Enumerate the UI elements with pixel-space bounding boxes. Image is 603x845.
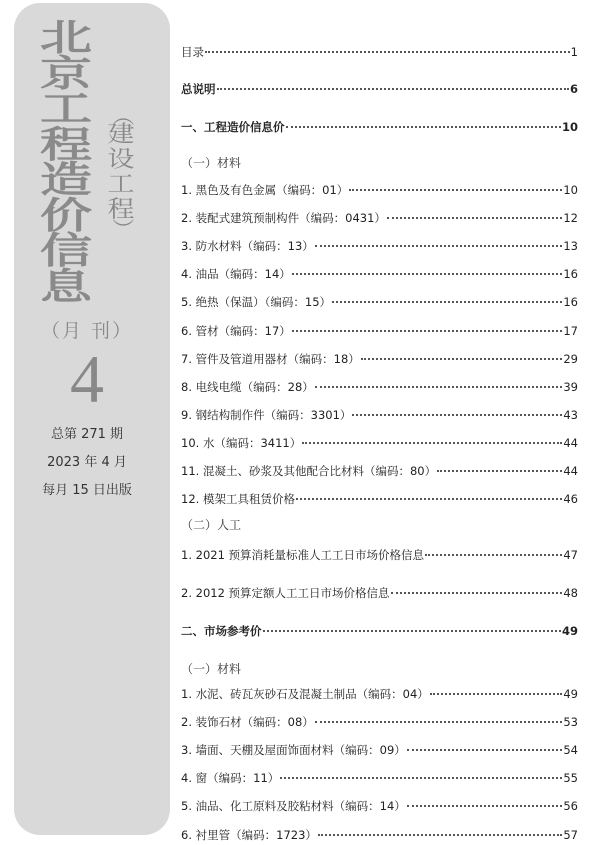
toc-entry-label: 1. 水泥、砖瓦灰砂石及混凝土制品（编码：04） bbox=[181, 687, 429, 701]
publish-schedule: 每月 15 日出版 bbox=[42, 483, 132, 498]
toc-entry-label: 2. 装配式建筑预制构件（编码：0431） bbox=[181, 211, 386, 225]
toc-entry-label: 二、市场参考价 bbox=[181, 624, 262, 638]
toc-entry-label: 9. 钢结构制作件（编码：3301） bbox=[181, 408, 352, 422]
subtitle-char: 建 bbox=[107, 121, 135, 148]
dot-leader bbox=[318, 834, 562, 836]
toc-page-number: 54 bbox=[563, 743, 578, 757]
toc-entry[interactable] bbox=[181, 742, 578, 758]
toc-entry-label: 6. 衬里管（编码：1723） bbox=[181, 828, 317, 842]
toc-entry[interactable] bbox=[181, 623, 578, 639]
toc-entry[interactable] bbox=[181, 238, 578, 254]
toc-page-number: 29 bbox=[563, 352, 578, 366]
total-issue: 总第 271 期 bbox=[50, 427, 124, 442]
title-char: 程 bbox=[39, 122, 92, 166]
dot-leader bbox=[407, 749, 563, 751]
toc-entry[interactable] bbox=[181, 210, 578, 226]
toc-section-heading: （二）人工 bbox=[181, 518, 242, 532]
toc-page-number: 10 bbox=[563, 183, 578, 197]
subtitle-paren: （ bbox=[109, 103, 134, 126]
toc-entry[interactable] bbox=[181, 182, 578, 198]
toc-section-heading: （一）材料 bbox=[181, 156, 242, 170]
dot-leader bbox=[217, 88, 569, 90]
toc-page-number: 39 bbox=[563, 380, 578, 394]
title-char: 价 bbox=[39, 193, 92, 237]
toc-entry[interactable] bbox=[181, 463, 578, 479]
dot-leader bbox=[430, 693, 563, 695]
toc-entry-label: 5. 油品、化工原料及胶粘材料（编码：14） bbox=[181, 799, 406, 813]
dot-leader bbox=[292, 330, 563, 332]
toc-page-number: 16 bbox=[563, 295, 578, 309]
toc-entry-label: 4. 窗（编码：11） bbox=[181, 771, 280, 785]
dot-leader bbox=[425, 554, 562, 556]
dot-leader bbox=[205, 51, 570, 53]
toc-page-number: 46 bbox=[563, 492, 578, 506]
toc-entry[interactable] bbox=[181, 435, 578, 451]
dot-leader bbox=[263, 630, 561, 632]
toc-entry-label: 10. 水（编码：3411） bbox=[181, 436, 302, 450]
title-char: 京 bbox=[39, 51, 92, 95]
dot-leader bbox=[315, 721, 563, 723]
toc-entry[interactable] bbox=[181, 323, 578, 339]
toc-page-number: 12 bbox=[563, 211, 578, 225]
dot-leader bbox=[407, 805, 563, 807]
toc-entry[interactable] bbox=[181, 585, 578, 601]
toc-page-number: 49 bbox=[561, 624, 578, 638]
subtitle-char: 程 bbox=[107, 196, 135, 223]
dot-leader bbox=[349, 189, 562, 191]
dot-leader bbox=[315, 245, 563, 247]
toc-entry-label: 6. 管材（编码：17） bbox=[181, 324, 291, 338]
toc-entry-label: 3. 防水材料（编码：13） bbox=[181, 239, 314, 253]
toc-entry-label: 12. 模架工具租赁价格 bbox=[181, 492, 295, 506]
toc-entry-label: 3. 墙面、天棚及屋面饰面材料（编码：09） bbox=[181, 743, 406, 757]
toc-entry-label: 4. 油品（编码：14） bbox=[181, 267, 291, 281]
toc-page-number: 17 bbox=[563, 324, 578, 338]
magazine-title bbox=[36, 16, 96, 308]
toc-page-number: 49 bbox=[563, 687, 578, 701]
toc-entry[interactable] bbox=[181, 798, 578, 814]
toc-entry-label: 7. 管件及管道用器材（编码：18） bbox=[181, 352, 360, 366]
issue-date: 2023 年 4 月 bbox=[47, 455, 127, 470]
dot-leader bbox=[361, 358, 563, 360]
dot-leader bbox=[332, 301, 562, 303]
dot-leader bbox=[352, 414, 562, 416]
subtitle-paren: ） bbox=[109, 217, 134, 240]
toc-entry-label: 总说明 bbox=[181, 82, 216, 96]
toc-page-number: 10 bbox=[561, 120, 578, 134]
toc-entry-label: 2. 2012 预算定额人工工日市场价格信息 bbox=[181, 586, 390, 600]
toc-entry[interactable] bbox=[181, 351, 578, 367]
toc-entry[interactable] bbox=[181, 81, 578, 97]
toc-entry-label: 1. 黑色及有色金属（编码：01） bbox=[181, 183, 349, 197]
toc-page-number: 48 bbox=[563, 586, 578, 600]
toc-entry[interactable] bbox=[181, 686, 578, 702]
dot-leader bbox=[391, 592, 563, 594]
toc-entry-label: 11. 混凝土、砂浆及其他配合比材料（编码：80） bbox=[181, 464, 437, 478]
toc-page-number: 13 bbox=[563, 239, 578, 253]
subtitle-char: 设 bbox=[107, 146, 135, 173]
toc-page-number: 6 bbox=[569, 82, 578, 96]
toc-page-number: 43 bbox=[563, 408, 578, 422]
dot-leader bbox=[315, 386, 563, 388]
toc-entry-label: 5. 绝热（保温）（编码：15） bbox=[181, 295, 332, 309]
toc-page-number: 16 bbox=[563, 267, 578, 281]
toc-page-number: 56 bbox=[563, 799, 578, 813]
toc-page-number: 44 bbox=[563, 436, 578, 450]
issue-number: 4 bbox=[70, 341, 104, 417]
toc-page-number: 47 bbox=[563, 548, 578, 562]
title-char: 造 bbox=[39, 158, 92, 201]
toc-entry[interactable] bbox=[181, 827, 578, 843]
toc-page-number: 55 bbox=[563, 771, 578, 785]
table-of-contents bbox=[181, 0, 578, 845]
title-char: 北 bbox=[39, 16, 92, 59]
toc-entry[interactable] bbox=[181, 491, 578, 507]
title-char: 工 bbox=[39, 87, 92, 130]
toc-page-number: 53 bbox=[563, 715, 578, 729]
dot-leader bbox=[437, 470, 562, 472]
toc-entry-label: 一、工程造价信息价 bbox=[181, 120, 285, 134]
monthly-label: （月 刊） bbox=[40, 320, 134, 342]
dot-leader bbox=[302, 442, 562, 444]
toc-entry[interactable] bbox=[181, 44, 578, 60]
toc-page-number: 57 bbox=[563, 828, 578, 842]
toc-entry[interactable] bbox=[181, 770, 578, 786]
magazine-subtitle bbox=[104, 103, 138, 240]
toc-entry[interactable] bbox=[181, 547, 578, 563]
toc-page-number: 44 bbox=[563, 464, 578, 478]
toc-entry[interactable] bbox=[181, 266, 578, 282]
toc-entry-label: 2. 装饰石材（编码：08） bbox=[181, 715, 314, 729]
toc-entry-label: 8. 电线电缆（编码：28） bbox=[181, 380, 314, 394]
toc-entry-label: 1. 2021 预算消耗量标准人工工日市场价格信息 bbox=[181, 548, 425, 562]
toc-entry[interactable] bbox=[181, 407, 578, 423]
dot-leader bbox=[280, 777, 562, 779]
subtitle-char: 工 bbox=[107, 171, 135, 198]
title-char: 信 bbox=[39, 229, 92, 272]
toc-entry[interactable] bbox=[181, 294, 578, 310]
dot-leader bbox=[387, 217, 562, 219]
title-char: 息 bbox=[39, 264, 92, 308]
toc-entry[interactable] bbox=[181, 119, 578, 135]
dot-leader bbox=[292, 273, 563, 275]
toc-page-number: 1 bbox=[570, 45, 578, 59]
toc-entry[interactable] bbox=[181, 379, 578, 395]
toc-entry[interactable] bbox=[181, 714, 578, 730]
dot-leader bbox=[296, 498, 562, 500]
toc-entry-label: 目录 bbox=[181, 45, 204, 59]
dot-leader bbox=[286, 126, 561, 128]
toc-section-heading: （一）材料 bbox=[181, 662, 242, 676]
